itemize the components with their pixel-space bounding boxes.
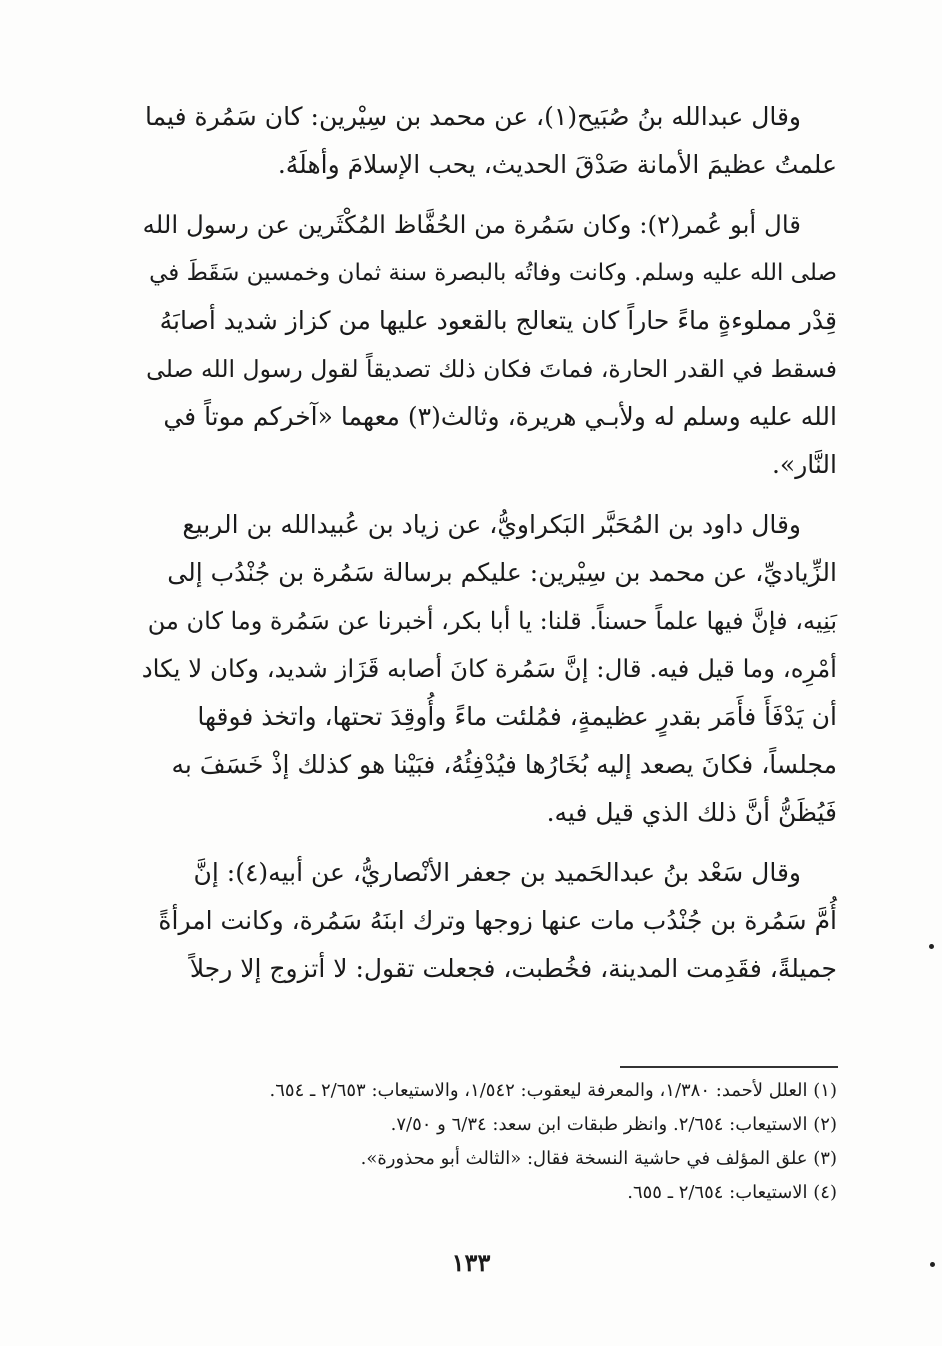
text-line: الزِّياديِّ، عن محمد بن سِيْرين: عليكم برسالة سَمُرة بن جُنْدُب إلى (167, 558, 837, 587)
paragraph-2 (135, 201, 837, 489)
scan-speck (930, 1262, 935, 1267)
main-text (135, 93, 837, 993)
footnote-2: (٢) الاستيعاب: ٢/٦٥٤. وانظر طبقات ابن سعد: ٦/٣٤ و ٧/٥٠. (390, 1114, 837, 1135)
text-line: صلى الله عليه وسلم. وكانت وفاتُه بالبصرة سنة ثمان وخمسين سَقَطَ في (149, 260, 837, 286)
text-line: أُمَّ سَمُرة بن جُنْدُب مات عنها زوجها وترك ابنَهُ سَمُرة، وكانت امرأةً (158, 906, 837, 935)
footnote-1: (١) العلل لأحمد: ١/٣٨٠، والمعرفة ليعقوب: ١/٥٤٢، والاستيعاب: ٢/٦٥٣ ـ ٦٥٤. (269, 1080, 837, 1101)
paragraph-1 (135, 93, 837, 189)
paragraph-3 (135, 501, 837, 837)
text-line: فسقط في القدر الحارة، فماتَ فكان ذلك تصديقاً لقول رسول الله صلى (146, 355, 837, 383)
footnote-separator (620, 1066, 838, 1068)
text-line: وقال داود بن المُحَبَّر البَكراويُّ، عن زياد بن عُبيدالله بن الربيع (182, 510, 801, 539)
text-line: قال أبو عُمر(٢): وكان سَمُرة من الحُفَّاظ المُكْثَرين عن رسول الله (142, 210, 801, 239)
text-line: أمْرِه، وما قيل فيه. قال: إنَّ سَمُرة كانَ أصابه قَزَاز شديد، وكان لا يكاد (141, 654, 837, 683)
footnote-3: (٣) علق المؤلف في حاشية النسخة فقال: «الثالث أبو محذورة». (360, 1148, 837, 1169)
text-line: جميلةً، فقَدِمت المدينة، فخُطبت، فجعلت تقول: لا أتزوج إلا رجلاً (189, 954, 837, 983)
text-line: وقال عبدالله بنُ صُبَيح(١)، عن محمد بن سِيْرين: كان سَمُرة فيما (144, 102, 801, 131)
text-line: النَّار». (771, 450, 837, 479)
paragraph-4 (135, 849, 837, 993)
text-line: وقال سَعْد بنُ عبدالحَميد بن جعفر الأنْصاريُّ، عن أبيه(٤): إنَّ (193, 858, 801, 887)
footnotes (135, 1074, 837, 1210)
footnote-4: (٤) الاستيعاب: ٢/٦٥٤ ـ ٦٥٥. (627, 1182, 837, 1203)
text-line: أن يَدْفَأَ فأَمَر بقدرٍ عظيمةٍ، فمُلئت ماءً وأُوقِدَ تحتها، واتخذ فوقها (197, 702, 837, 731)
scan-speck (929, 944, 934, 949)
text-line: بَنِيه، فإنَّ فيها علماً حسناً. قلنا: يا أبا بكر، أخبرنا عن سَمُرة وما كان من (147, 607, 837, 635)
text-line: الله عليه وسلم له ولأبـي هريرة، وثالث(٣) معهما «آخركم موتاً في (163, 402, 837, 431)
text-line: مجلساً، فكانَ يصعد إليه بُخَارُها فيُدْفِئُهُ، فبَيْنا هو كذلك إذْ خَسَفَ به (171, 750, 837, 779)
text-line: علمتُ عظيمَ الأمانة صَدْقَ الحديث، يحب الإسلامَ وأهلَهُ. (277, 150, 837, 179)
text-line: فَيُظَنُّ أنَّ ذلك الذي قيل فيه. (546, 798, 837, 827)
page-number: ١٣٣ (451, 1248, 491, 1277)
text-line: قِدْر مملوءةٍ ماءً حاراً كان يتعالج بالقعود عليها من كزاز شديد أصابَهُ (159, 306, 837, 335)
